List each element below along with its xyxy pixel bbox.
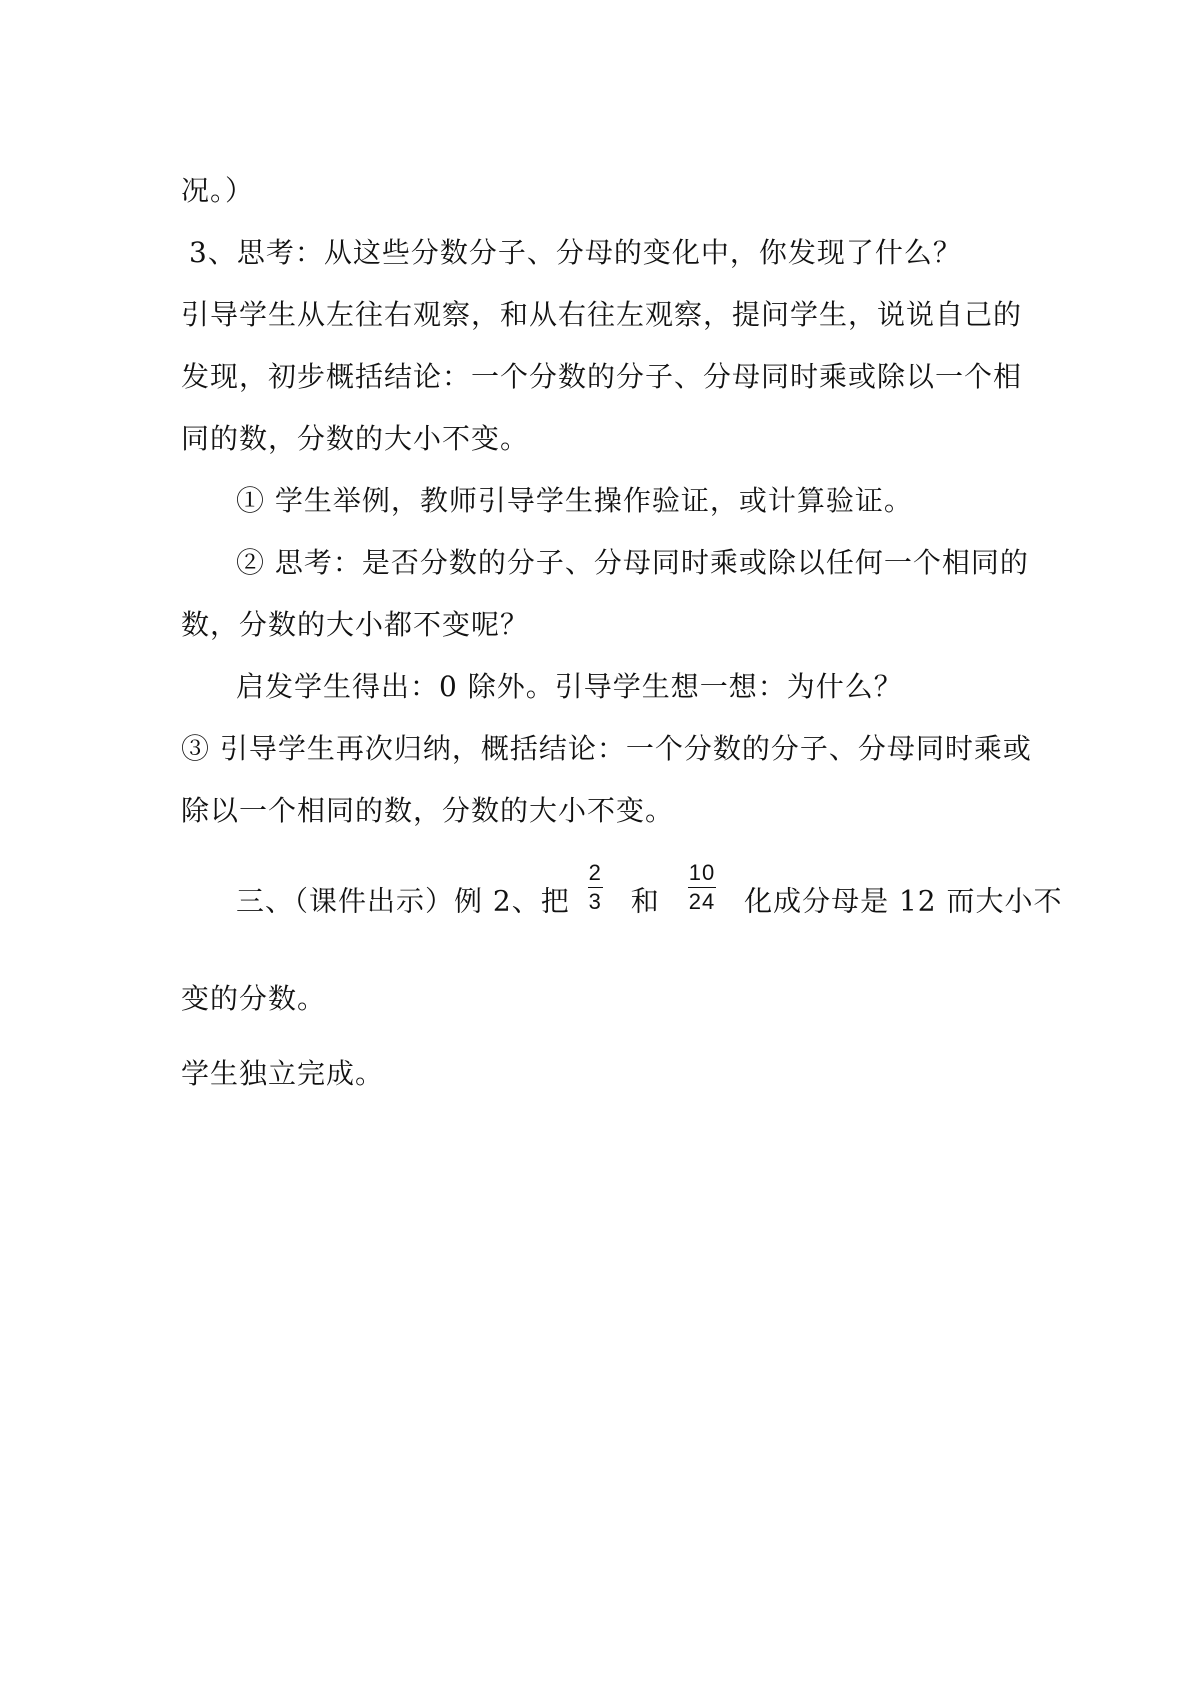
example-line bbox=[236, 860, 1066, 928]
example-conjunction: 和 bbox=[630, 884, 660, 918]
fraction-numerator: 2 bbox=[588, 861, 603, 888]
text-line: 3、思考：从这些分数分子、分母的变化中，你发现了什么？ bbox=[189, 236, 962, 269]
text-line: 启发学生得出：0 除外。引导学生想一想：为什么？ bbox=[236, 670, 903, 703]
fraction-numerator: 10 bbox=[688, 861, 716, 888]
text-line: ② 思考：是否分数的分子、分母同时乘或除以任何一个相同的 bbox=[236, 546, 1029, 579]
text-line: 数，分数的大小都不变呢？ bbox=[181, 608, 530, 641]
text-line: 变的分数。 bbox=[181, 982, 327, 1015]
example-suffix: 化成分母是 12 而大小不 bbox=[744, 884, 1063, 918]
text-line: ③ 引导学生再次归纳，概括结论：一个分数的分子、分母同时乘或 bbox=[181, 732, 1032, 765]
text-line: ① 学生举例，教师引导学生操作验证，或计算验证。 bbox=[236, 484, 913, 517]
fraction-denominator: 3 bbox=[588, 889, 602, 914]
text-line: 引导学生从左往右观察，和从右往左观察，提问学生，说说自己的 bbox=[181, 298, 1023, 331]
text-line: 发现，初步概括结论：一个分数的分子、分母同时乘或除以一个相 bbox=[181, 360, 1023, 393]
fraction-denominator: 24 bbox=[688, 889, 716, 914]
text-line: 况。） bbox=[181, 174, 255, 207]
fraction bbox=[588, 861, 603, 914]
fraction bbox=[688, 861, 716, 914]
example-prefix: 三、（课件出示）例 2、把 bbox=[236, 884, 570, 918]
text-line: 除以一个相同的数，分数的大小不变。 bbox=[181, 794, 675, 827]
text-line: 学生独立完成。 bbox=[181, 1057, 385, 1090]
text-line: 同的数，分数的大小不变。 bbox=[181, 422, 530, 455]
